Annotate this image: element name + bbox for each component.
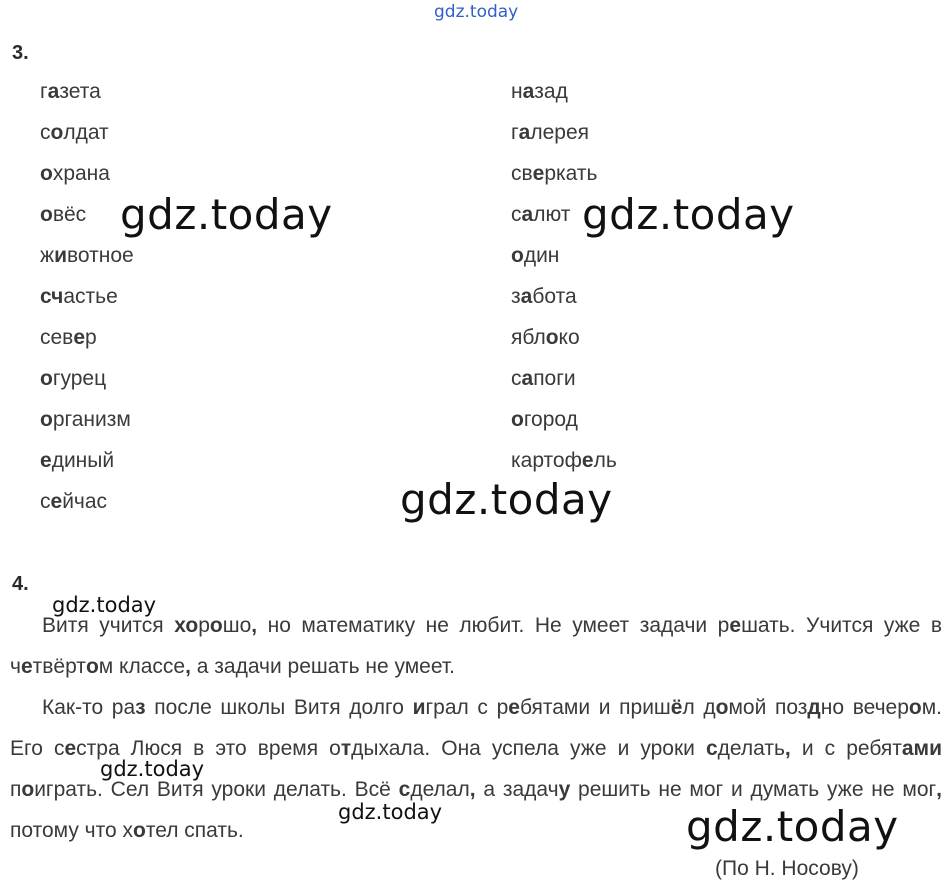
stressed-letters: а <box>521 367 534 390</box>
word-part: астье <box>63 285 118 308</box>
stressed-letters: сч <box>40 285 64 308</box>
text-segment: грал с р <box>425 696 509 719</box>
stressed-letters: е <box>532 162 545 185</box>
word-part: вотное <box>66 244 134 267</box>
stressed-letters: а <box>521 203 534 226</box>
highlighted-letters: ё <box>670 696 683 719</box>
text-segment: л д <box>682 696 716 719</box>
highlighted-letters: , <box>251 614 258 637</box>
text-segment: после школы Витя долго <box>145 696 413 719</box>
word-item <box>40 284 134 325</box>
stressed-letters: о <box>545 326 559 349</box>
word-item <box>40 243 134 284</box>
word-item <box>511 366 617 407</box>
stressed-letters: е <box>50 490 63 513</box>
text-segment: твёрт <box>32 655 86 678</box>
word-part: ябл <box>511 326 546 349</box>
stressed-letters: а <box>518 121 531 144</box>
watermark: gdz.today <box>582 190 795 239</box>
word-part: с <box>40 490 51 513</box>
word-part: р <box>85 326 97 349</box>
stressed-letters: о <box>40 203 53 226</box>
text-segment: п <box>10 778 22 801</box>
word-part: св <box>511 162 533 185</box>
word-part: дин <box>523 244 560 267</box>
text-segment: но вечер <box>820 696 909 719</box>
word-part: йчас <box>62 490 108 513</box>
highlighted-letters: о <box>908 696 922 719</box>
highlighted-letters: с <box>398 778 411 801</box>
text-segment: а задач <box>475 778 559 801</box>
highlighted-letters: о <box>21 778 35 801</box>
text-segment: Как-то ра <box>42 696 136 719</box>
word-part: город <box>523 408 578 431</box>
word-part: г <box>511 121 519 144</box>
highlighted-letters: е <box>20 655 33 678</box>
highlighted-letters: е <box>508 696 520 719</box>
text-segment: стра Люся в это время о <box>76 737 341 760</box>
word-part: картоф <box>511 449 582 472</box>
highlighted-letters: о <box>715 696 729 719</box>
text-segment: Витя учится <box>42 614 175 637</box>
word-part: лдат <box>63 121 109 144</box>
highlighted-letters: , <box>784 737 791 760</box>
source-attribution: (По Н. Носову) <box>715 857 859 880</box>
watermark: gdz.today <box>52 593 157 617</box>
stressed-letters: а <box>520 285 533 308</box>
word-part: диный <box>51 449 115 472</box>
highlighted-letters: о <box>133 819 146 842</box>
word-item <box>511 325 617 366</box>
word-item <box>40 448 134 489</box>
stressed-letters: е <box>581 449 594 472</box>
word-list-left <box>40 79 134 530</box>
word-item <box>511 243 617 284</box>
text-segment: играть. Сел Витя уроки делать. Всё <box>34 778 399 801</box>
word-list-right <box>511 79 617 489</box>
highlighted-letters: д <box>807 696 821 719</box>
word-item <box>511 284 617 325</box>
stressed-letters: о <box>40 367 53 390</box>
word-item <box>511 120 617 161</box>
word-part: зета <box>59 80 101 103</box>
word-item <box>40 120 134 161</box>
highlighted-letters: з <box>135 696 146 719</box>
word-item <box>40 366 134 407</box>
text-segment: тел спать. <box>145 819 244 842</box>
highlighted-letters: о <box>85 655 99 678</box>
highlighted-letters: хо <box>174 614 199 637</box>
word-part: г <box>40 80 48 103</box>
text-segment: делать <box>717 737 785 760</box>
text-segment: но математику не любит. Не умеет задачи р <box>257 614 730 637</box>
word-item <box>40 79 134 120</box>
highlighted-letters: е <box>64 737 77 760</box>
exercise-3-number: 3. <box>12 42 29 64</box>
word-part: сев <box>40 326 74 349</box>
stressed-letters: и <box>54 244 67 267</box>
word-item <box>40 407 134 448</box>
stressed-letters: о <box>511 244 524 267</box>
highlighted-letters: , <box>185 655 191 678</box>
word-item <box>511 407 617 448</box>
text-segment: м. Его с <box>10 696 943 760</box>
highlighted-letters: т <box>340 737 352 760</box>
watermark: gdz.today <box>120 190 333 239</box>
stressed-letters: е <box>40 449 52 472</box>
highlighted-letters: и <box>412 696 426 719</box>
stressed-letters: е <box>73 326 86 349</box>
text-segment: дыхала. Она успела уже и уроки <box>351 737 706 760</box>
word-part: храна <box>52 162 110 185</box>
word-part: н <box>511 80 523 103</box>
stressed-letters: о <box>50 121 64 144</box>
text-segment: р <box>198 614 210 637</box>
word-part: гурец <box>52 367 107 390</box>
highlighted-letters: , <box>936 778 942 801</box>
word-part: вёс <box>52 203 87 226</box>
stressed-letters: о <box>40 162 53 185</box>
exercise-4-number: 4. <box>12 573 29 595</box>
word-part: ж <box>40 244 55 267</box>
text-segment: и с ребят <box>790 737 902 760</box>
text-segment: решить не мог и думать уже не мог <box>570 778 937 801</box>
word-item <box>40 325 134 366</box>
stressed-letters: а <box>522 80 535 103</box>
word-part: с <box>40 121 51 144</box>
word-part: з <box>511 285 521 308</box>
word-item <box>511 79 617 120</box>
stressed-letters: а <box>47 80 60 103</box>
text-segment: бятами и приш <box>519 696 671 719</box>
word-part: зад <box>534 80 568 103</box>
highlighted-letters: у <box>558 778 571 801</box>
word-part: рганизм <box>52 408 131 431</box>
word-part: ко <box>558 326 580 349</box>
word-part: с <box>511 367 522 390</box>
text-segment: м классе <box>98 655 186 678</box>
text-segment: мой поз <box>728 696 808 719</box>
text-segment: шо <box>222 614 252 637</box>
word-part: лют <box>533 203 571 226</box>
text-paragraph-1 <box>10 605 942 687</box>
word-part: поги <box>533 367 576 390</box>
highlighted-letters: , <box>469 778 476 801</box>
word-part: ркать <box>544 162 598 185</box>
highlighted-letters: е <box>729 614 742 637</box>
word-part: лерея <box>530 121 590 144</box>
stressed-letters: о <box>511 408 524 431</box>
text-segment: потому что х <box>10 819 133 842</box>
word-part: ль <box>593 449 617 472</box>
word-part: бота <box>532 285 577 308</box>
word-item <box>40 489 134 530</box>
watermark: gdz.today <box>338 800 443 824</box>
watermark: gdz.today <box>686 802 899 851</box>
text-segment: делал <box>410 778 470 801</box>
stressed-letters: о <box>40 408 53 431</box>
watermark: gdz.today <box>400 475 613 524</box>
highlighted-letters: с <box>705 737 718 760</box>
highlighted-letters: о <box>209 614 223 637</box>
word-part: с <box>511 203 522 226</box>
text-segment: а задачи решать не умеет. <box>190 655 455 678</box>
highlighted-letters: ами <box>901 737 942 760</box>
text-segment: шать. Учится уже в ч <box>10 614 942 678</box>
watermark-top: gdz.today <box>434 2 519 22</box>
watermark: gdz.today <box>100 757 205 781</box>
